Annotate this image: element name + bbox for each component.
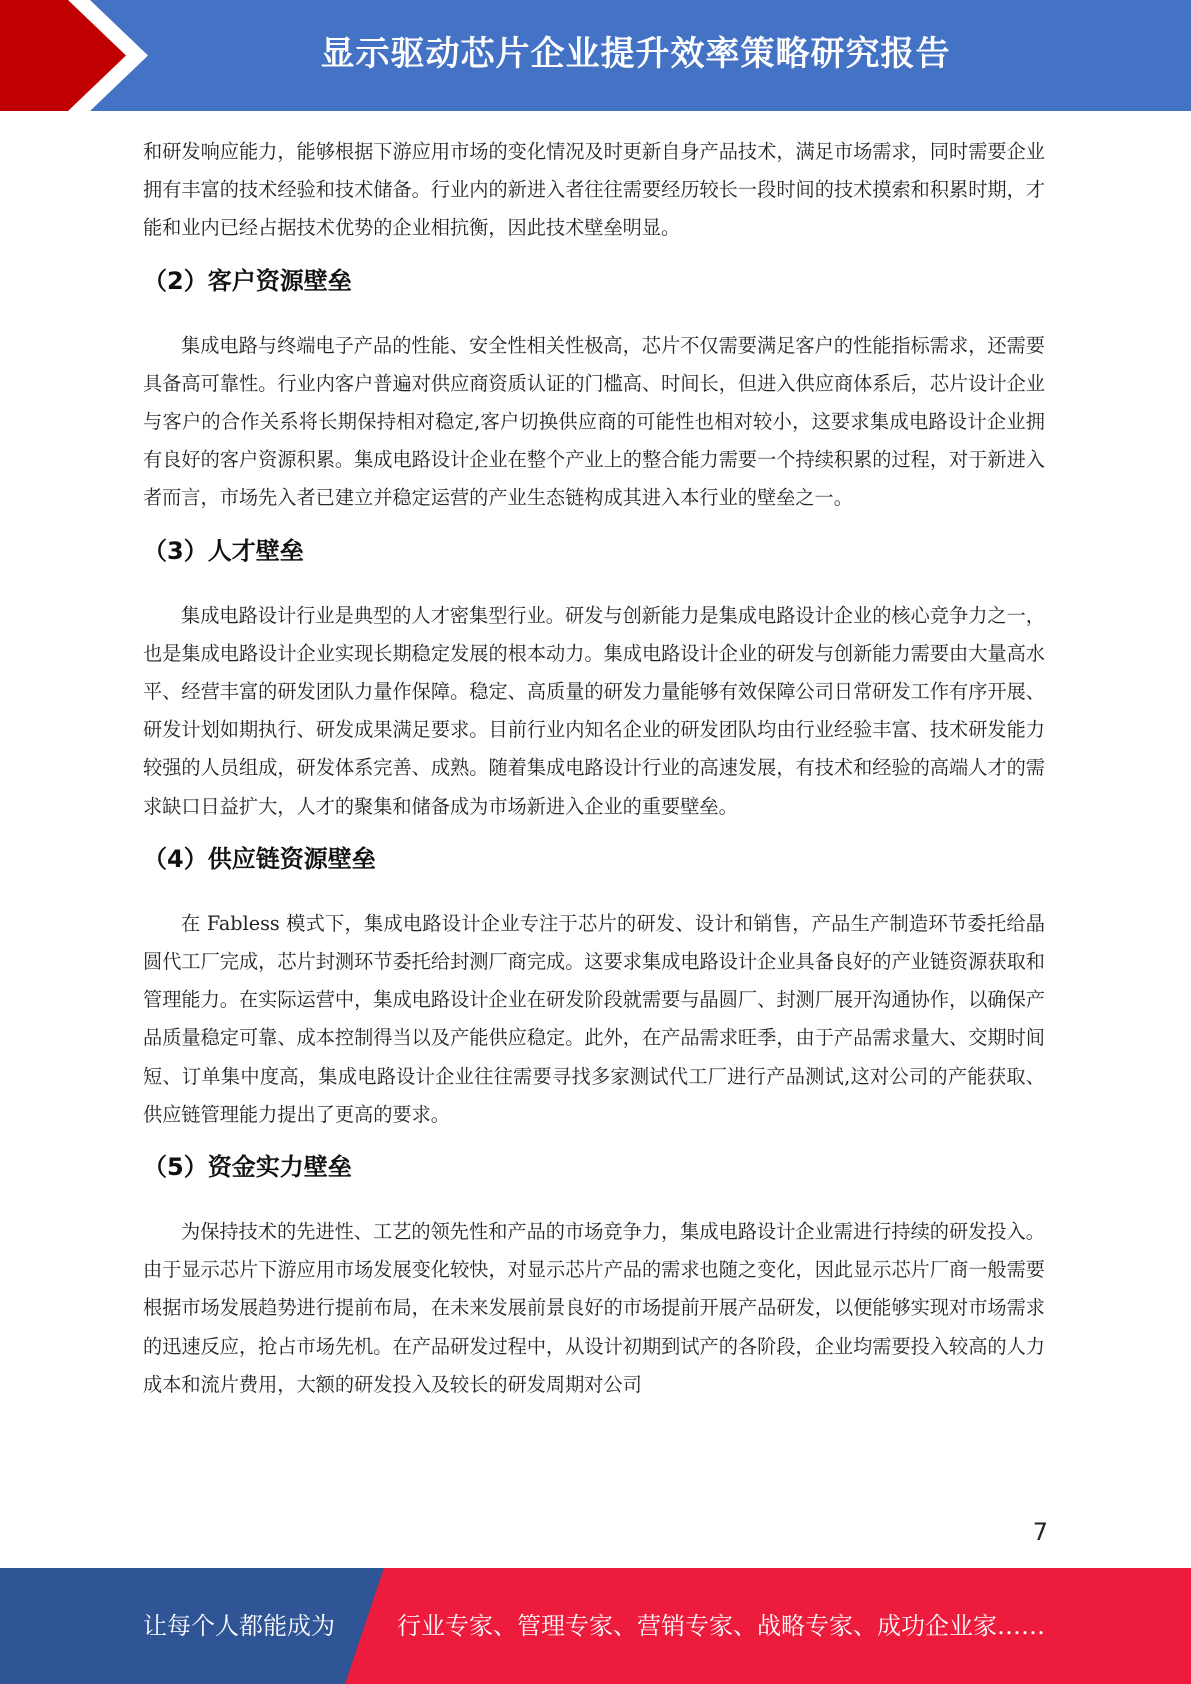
- section-body: 集成电路设计行业是典型的人才密集型行业。研发与创新能力是集成电路设计企业的核心竞争力之一，也是集成电路设计企业实现长期稳定发展的根本动力。集成电路设计企业的研发与创新能力需要由大量高水平、经营丰富的研发团队力量作保障。稳定、高质量的研发力量能够有效保障公司日常研发工作有序开展、研发计划如期执行、研发成果满足要求。目前行业内知名企业的研发团队均由行业经验丰富、技术研发能力较强的人员组成，研发体系完善、成熟。随着集成电路设计行业的高速发展，有技术和经验的高端人才的需求缺口日益扩大，人才的聚集和储备成为市场新进入企业的重要壁垒。: [143, 603, 1045, 818]
- section-body: 为保持技术的先进性、工艺的领先性和产品的市场竞争力，集成电路设计企业需进行持续的研发投入。由于显示芯片下游应用市场发展变化较快，对显示芯片产品的需求也随之变化，因此显示芯片厂商一般需要根据市场发展趋势进行提前布局，在未来发展前景良好的市场提前开展产品研发，以便能够实现对市场需求的迅速反应，抢占市场先机。在产品研发过程中，从设计初期到试产的各阶段，企业均需要投入较高的人力成本和流片费用，大额的研发投入及较长的研发周期对公司: [143, 1220, 1045, 1396]
- footer-slogan-left: 让每个人都能成为: [143, 1612, 335, 1640]
- section-body: 在 Fabless 模式下，集成电路设计企业专注于芯片的研发、设计和销售，产品生产制造环节委托给晶圆代工厂完成，芯片封测环节委托给封测厂商完成。这要求集成电路设计企业具备良好的产业链资源获取和管理能力。在实际运营中，集成电路设计企业在研发阶段就需要与晶圆厂、封测厂展开沟通协作，以确保产品质量稳定可靠、成本控制得当以及产能供应稳定。此外，在产品需求旺季，由于产品需求量大、交期时间短、订单集中度高，集成电路设计企业往往需要寻找多家测试代工厂进行产品测试,这对公司的产能获取、供应链管理能力提出了更高的要求。: [143, 911, 1045, 1126]
- footer-slogan-right: 行业专家、管理专家、营销专家、战略专家、成功企业家……: [397, 1612, 1045, 1640]
- section-body: 集成电路与终端电子产品的性能、安全性相关性极高，芯片不仅需要满足客户的性能指标需求，还需要具备高可靠性。行业内客户普遍对供应商资质认证的门槛高、时间长，但进入供应商体系后，芯片设计企业与客户的合作关系将长期保持相对稳定,客户切换供应商的可能性也相对较小，这要求集成电路设计企业拥有良好的客户资源积累。集成电路设计企业在整个产业上的整合能力需要一个持续积累的过程，对于新进入者而言，市场先入者已建立并稳定运营的产业生态链构成其进入本行业的壁垒之一。: [143, 333, 1045, 510]
- section-heading: （5）资金实力壁垒: [143, 1153, 352, 1182]
- page-header: [0, 0, 1191, 111]
- page-number: 7: [1032, 1518, 1048, 1546]
- page-footer: [0, 1568, 1191, 1684]
- section-heading: （4）供应链资源壁垒: [143, 844, 376, 873]
- intro-paragraph: 和研发响应能力，能够根据下游应用市场的变化情况及时更新自身产品技术，满足市场需求，同时需要企业拥有丰富的技术经验和技术储备。行业内的新进入者往往需要经历较长一段时间的技术摸索和积累时期，才能和业内已经占据技术优势的企业相抗衡，因此技术壁垒明显。: [143, 140, 1045, 240]
- section-heading: （2）客户资源壁垒: [143, 266, 352, 295]
- section-heading: （3）人才壁垒: [143, 536, 304, 565]
- page-content: [143, 133, 1045, 1404]
- report-title: 显示驱动芯片企业提升效率策略研究报告: [320, 34, 951, 74]
